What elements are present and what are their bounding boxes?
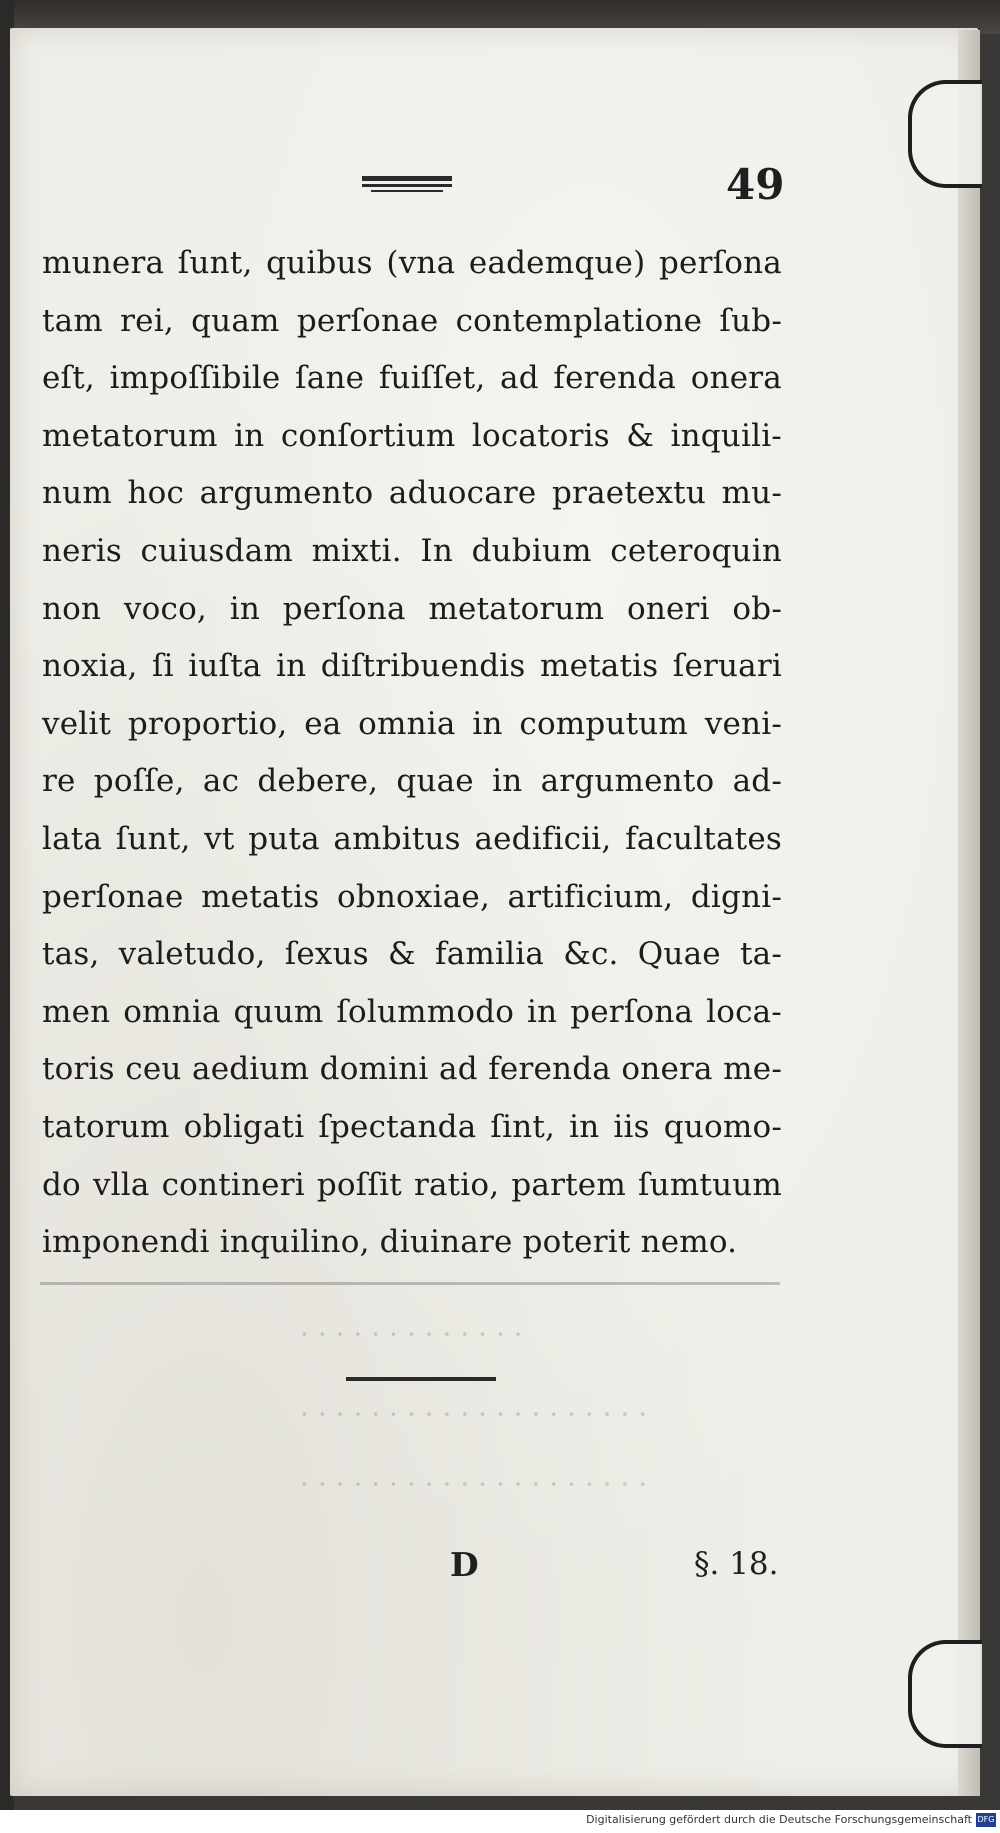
text-line: velit proportio, ea omnia in computum veni- <box>42 705 782 742</box>
text-line: perſonae metatis obnoxiae, artificium, digni- <box>42 878 782 915</box>
body-text <box>42 235 782 1272</box>
show-through-text: · · · · · · · · · · · · · · · · · · · · <box>300 1468 648 1501</box>
text-line: lata ſunt, vt puta ambitus aedificii, facultates <box>42 820 782 857</box>
text-line: metatorum in conſortium locatoris & inquili- <box>42 417 782 454</box>
text-line: toris ceu aedium domini ad ferenda onera me- <box>42 1051 782 1088</box>
page-number: 49 <box>726 160 785 209</box>
text-line: tatorum obligati ſpectanda ſint, in iis quomo- <box>42 1108 782 1145</box>
catchword: §. 18. <box>694 1546 779 1582</box>
text-line: neris cuiusdam mixti. In dubium ceteroquin <box>42 532 782 569</box>
text-line: munera ſunt, quibus (vna eademque) perſona <box>42 245 782 281</box>
header-ornament <box>362 176 452 198</box>
text-line: num hoc argumento aduocare praetextu mu- <box>42 475 782 512</box>
section-rule <box>346 1377 496 1381</box>
text-line: do vlla contineri poſſit ratio, partem ſumtuum <box>42 1166 782 1203</box>
show-through-rule <box>40 1282 780 1285</box>
text-line: tas, valetudo, ſexus & familia &c. Quae ta- <box>42 936 782 973</box>
text-line: eſt, impoſſibile ſane fuiſſet, ad ferenda onera <box>42 360 782 397</box>
signature-mark: D <box>450 1545 479 1584</box>
text-line: non voco, in perſona metatorum oneri ob- <box>42 590 782 627</box>
text-line: imponendi inquilino, diuinare poterit nemo. <box>42 1224 738 1261</box>
digitization-credit: Digitalisierung gefördert durch die Deutsche Forschungsgemeinschaft <box>586 1813 972 1826</box>
text-line: noxia, ſi iuſta in diſtribuendis metatis ſeruari <box>42 648 782 685</box>
page-edge <box>958 30 980 1796</box>
text-line: re poſſe, ac debere, quae in argumento ad- <box>42 763 782 800</box>
text-line: men omnia quum ſolummodo in perſona loca- <box>42 993 782 1030</box>
show-through-text: · · · · · · · · · · · · · <box>300 1318 523 1351</box>
show-through-text: · · · · · · · · · · · · · · · · · · · · <box>300 1398 648 1431</box>
page-clip-bottom <box>908 1640 982 1748</box>
text-line: tam rei, quam perſonae contemplatione ſub- <box>42 302 782 339</box>
page-clip-top <box>908 80 982 188</box>
dfg-logo-icon: DFG <box>976 1813 996 1827</box>
